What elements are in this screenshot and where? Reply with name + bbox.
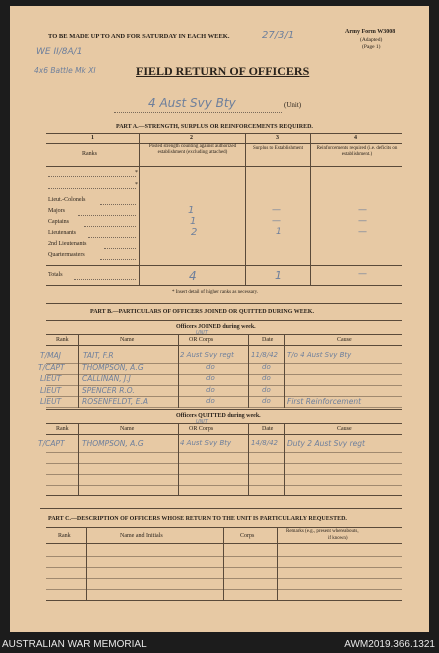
rank-col-header: Rank (58, 533, 71, 539)
surplus-lieutenants: 1 (276, 227, 282, 237)
archive-name: AUSTRALIAN WAR MEMORIAL (2, 639, 147, 650)
totals-posted: 4 (189, 269, 197, 283)
joined-name: SPENCER R.O. (82, 386, 135, 395)
form-title: FIELD RETURN OF OFFICERS (136, 64, 310, 78)
joined-row-rule (46, 407, 402, 408)
section-divider (46, 303, 402, 304)
corps-col-header: OR Corps (189, 426, 214, 432)
totals-label: Totals (48, 272, 63, 278)
form-adapted: (Adapted) (360, 37, 383, 43)
name-col-header: Name (120, 426, 135, 432)
part-a-col-divider (310, 133, 311, 285)
date-col-header: Date (262, 337, 274, 343)
quitted-col-header-rule (46, 434, 402, 435)
part-a-col-divider (139, 133, 140, 285)
part-a-col-number: 1 (91, 135, 94, 141)
joined-cause: T/o 4 Aust Svy Bty (287, 351, 352, 359)
joined-date: do (262, 374, 271, 382)
part-a-col-number: 2 (190, 135, 193, 141)
handwritten-reference-2: 4x6 Battle Mk XI (34, 66, 96, 75)
rank-col-header: Rank (56, 337, 69, 343)
rank-label: Majors (48, 208, 65, 214)
joined-rank: T/MAJ (40, 351, 61, 360)
joined-name: THOMPSON, A.G (82, 363, 144, 372)
joined-date: 11/8/42 (251, 351, 278, 359)
totals-leader (74, 279, 136, 280)
cause-col-header: Cause (337, 337, 352, 343)
joined-corps: 2 Aust Svy regt (180, 351, 234, 359)
part-a-col-divider (245, 133, 246, 285)
quitted-cause: Duty 2 Aust Svy regt (287, 439, 365, 448)
totals-reinforcements: — (358, 269, 367, 279)
rank-leader (84, 226, 136, 227)
totals-surplus: 1 (275, 269, 282, 282)
joined-rank: LIEUT (40, 397, 62, 406)
part-c-row-rule (46, 578, 402, 579)
instruction-text: TO BE MADE UP TO AND FOR SATURDAY IN EACH WEEK. (48, 33, 230, 40)
joined-date: do (262, 386, 271, 394)
part-a-heading: PART A.—STRENGTH, SURPLUS OR REINFORCEMENTS REQUIRED. (116, 124, 313, 130)
date-col-header: Date (262, 426, 274, 432)
part-c-row-rule (46, 589, 402, 590)
posted-lieutenants: 2 (191, 227, 198, 238)
unit-label: (Unit) (284, 101, 302, 109)
section-divider (40, 508, 402, 509)
rank-label: Quartermasters (48, 252, 85, 258)
remarks-col-header-2: if known) (328, 536, 348, 541)
surplus-majors: — (272, 205, 281, 215)
part-a-table-top (46, 133, 402, 134)
star-marker: * (135, 170, 138, 176)
joined-corps: do (206, 363, 215, 371)
quitted-row-rule (46, 463, 402, 464)
ranks-col-header: Ranks (82, 151, 97, 157)
joined-name: CALLINAN, J.J (82, 374, 131, 383)
joined-corps: do (206, 397, 215, 405)
joined-corps: do (206, 386, 215, 394)
quitted-corps: 4 Aust Svy Bty (180, 439, 232, 447)
rank-label: Lieutenants (48, 230, 76, 236)
joined-rank: LIEUT (40, 386, 62, 395)
joined-name: ROSENFELDT, E.A (82, 397, 148, 406)
unit-line (114, 112, 282, 113)
handwritten-date: 27/3/1 (262, 30, 295, 41)
blank-rank-row (48, 188, 136, 189)
reinforcements-lieutenants: — (358, 227, 367, 237)
joined-heading-rule (46, 334, 402, 335)
reinforcements-captains: — (358, 216, 367, 226)
part-b-bottom (46, 495, 402, 496)
reinforcements-majors: — (358, 205, 367, 215)
name-col-header: Name (120, 337, 135, 343)
surplus-captains: — (272, 216, 281, 226)
rank-leader (78, 215, 136, 216)
quitted-name: THOMPSON, A.G (82, 439, 144, 448)
form-page: (Page 1) (362, 44, 381, 50)
quitted-table-top (46, 409, 402, 410)
handwritten-reference-1: WE II/8A/1 (36, 47, 83, 57)
quitted-row-rule (46, 474, 402, 475)
quitted-row-rule (46, 485, 402, 486)
form-number: Army Form W3008 (345, 29, 396, 35)
quitted-rank: T/CAPT (38, 439, 65, 448)
joined-table-top (46, 320, 402, 321)
rank-label: 2nd Lieutenants (48, 241, 87, 247)
remarks-col-header: Remarks (e.g., present whereabouts, (286, 529, 359, 534)
joined-name: TAIT, F.R (83, 351, 114, 360)
rank-leader (100, 204, 136, 205)
unit-name: 4 Aust Svy Bty (148, 96, 236, 110)
corps-col-header: Corps (240, 533, 255, 539)
part-c-heading: PART C.—DESCRIPTION OF OFFICERS WHOSE RETURN TO THE UNIT IS PARTICULARLY REQUESTED. (48, 516, 347, 522)
joined-date: do (262, 363, 271, 371)
quitted-heading-rule (46, 423, 402, 424)
star-marker: * (135, 182, 138, 188)
posted-captains: 1 (190, 216, 197, 227)
part-c-table-top (46, 527, 402, 528)
joined-rank: T/CAPT (38, 363, 65, 372)
blank-rank-row (48, 176, 136, 177)
unit-note: UNIT (196, 419, 208, 425)
part-c-header-rule (46, 543, 402, 544)
reinforcements-col-header: Reinforcements required (i.e. deficits on establishment.) (316, 146, 398, 157)
part-c-row-rule (46, 556, 402, 557)
part-a-header-rule (46, 166, 402, 167)
rank-leader (100, 259, 136, 260)
quitted-row-rule (46, 452, 402, 453)
quitted-heading: Officers QUITTED during week. (176, 413, 261, 419)
part-a-col-number: 3 (276, 135, 279, 141)
archive-footer (0, 636, 439, 653)
part-a-table-bottom (46, 285, 402, 286)
joined-cause: First Reinforcement (287, 397, 362, 406)
archive-reference: AWM2019.366.1321 (344, 639, 435, 650)
rank-leader (88, 237, 136, 238)
part-a-col-number: 4 (354, 135, 357, 141)
rank-leader (104, 248, 136, 249)
joined-rank: LIEUT (40, 374, 62, 383)
totals-rule (46, 265, 402, 266)
posted-col-header: Posted strength counting against authorized establishment (excluding attached) (148, 144, 237, 155)
rank-label: Lieut.-Colonels (48, 197, 86, 203)
footnote: * Insert detail of higher ranks as necessary. (172, 290, 259, 295)
part-c-table-bottom (46, 600, 402, 601)
name-initials-col-header: Name and Initials (120, 533, 163, 539)
rank-label: Captains (48, 219, 69, 225)
posted-majors: 1 (188, 205, 195, 216)
unit-note: UNIT (196, 330, 208, 336)
part-c-row-rule (46, 567, 402, 568)
joined-corps: do (206, 374, 215, 382)
rank-col-header: Rank (56, 426, 69, 432)
joined-col-header-rule (46, 345, 402, 346)
joined-date: do (262, 397, 271, 405)
part-b-heading: PART B.—PARTICULARS OF OFFICERS JOINED OR QUITTED DURING WEEK. (90, 309, 314, 315)
surplus-col-header: Surplus to Establishment (253, 146, 303, 151)
cause-col-header: Cause (337, 426, 352, 432)
corps-col-header: OR Corps (189, 337, 214, 343)
quitted-date: 14/8/42 (251, 439, 278, 447)
joined-heading: Officers JOINED during week. (176, 324, 256, 330)
